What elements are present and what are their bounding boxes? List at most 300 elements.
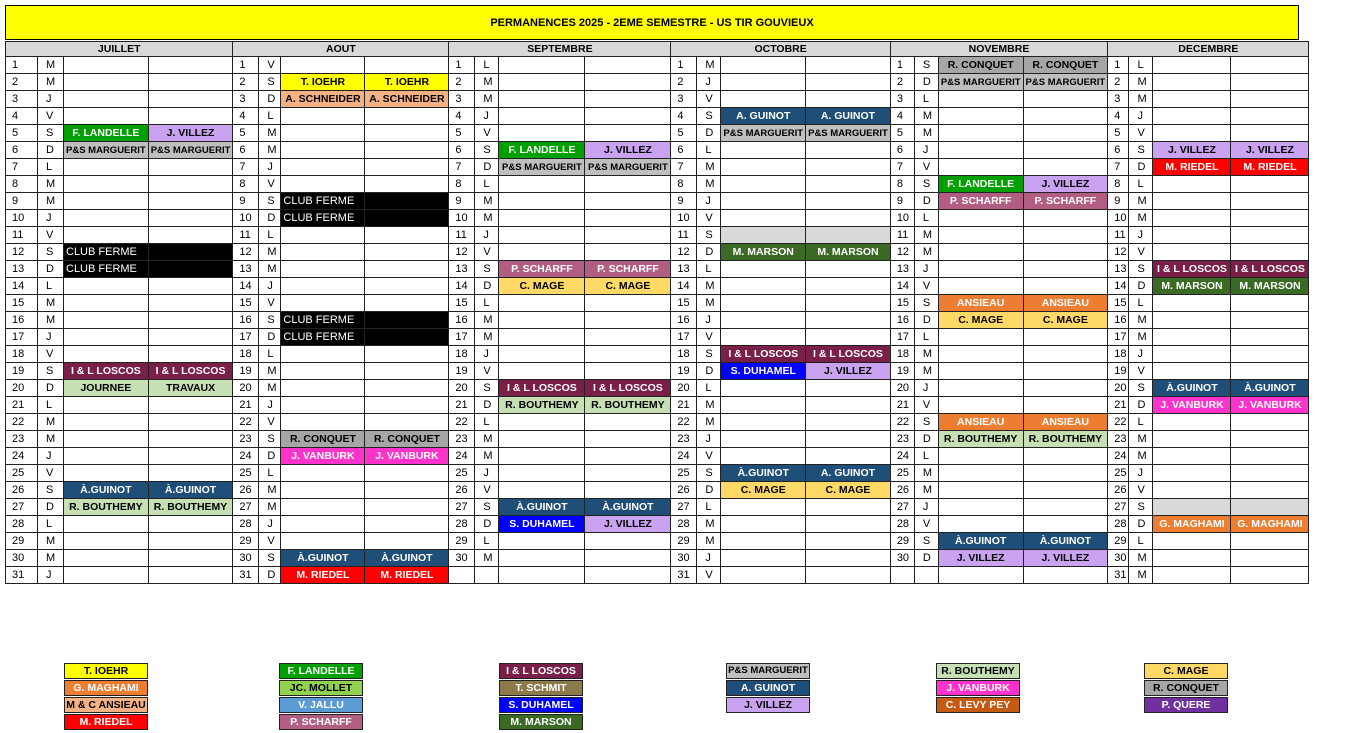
- duty-cell[interactable]: P&S MARGUERIT: [938, 74, 1023, 91]
- duty-cell[interactable]: [1153, 431, 1231, 448]
- duty-cell[interactable]: I & L LOSCOS: [1153, 261, 1231, 278]
- duty-cell[interactable]: [64, 397, 149, 414]
- duty-cell[interactable]: À.GUINOT: [1231, 380, 1309, 397]
- duty-cell[interactable]: [585, 431, 671, 448]
- duty-cell[interactable]: C. MAGE: [806, 482, 891, 499]
- duty-cell[interactable]: [499, 465, 585, 482]
- duty-cell[interactable]: [585, 227, 671, 244]
- duty-cell[interactable]: [1023, 210, 1108, 227]
- duty-cell[interactable]: [64, 91, 149, 108]
- duty-cell[interactable]: I & L LOSCOS: [585, 380, 671, 397]
- duty-cell[interactable]: [499, 244, 585, 261]
- duty-cell[interactable]: [281, 108, 365, 125]
- duty-cell[interactable]: À.GUINOT: [585, 499, 671, 516]
- duty-cell[interactable]: TRAVAUX: [148, 380, 233, 397]
- duty-cell[interactable]: [365, 499, 449, 516]
- duty-cell[interactable]: C. MAGE: [499, 278, 585, 295]
- duty-cell[interactable]: [64, 176, 149, 193]
- duty-cell[interactable]: [1231, 567, 1309, 584]
- duty-cell[interactable]: [1023, 142, 1108, 159]
- duty-cell[interactable]: [1023, 482, 1108, 499]
- duty-cell[interactable]: G. MAGHAMI: [1153, 516, 1231, 533]
- duty-cell[interactable]: [585, 193, 671, 210]
- duty-cell[interactable]: [806, 414, 891, 431]
- duty-cell[interactable]: M. MARSON: [721, 244, 806, 261]
- duty-cell[interactable]: [585, 448, 671, 465]
- duty-cell[interactable]: P&S MARGUERIT: [721, 125, 806, 142]
- duty-cell[interactable]: ANSIEAU: [938, 414, 1023, 431]
- duty-cell[interactable]: [64, 108, 149, 125]
- duty-cell[interactable]: [1231, 108, 1309, 125]
- duty-cell[interactable]: [64, 414, 149, 431]
- duty-cell[interactable]: [1231, 329, 1309, 346]
- duty-cell[interactable]: [499, 227, 585, 244]
- duty-cell[interactable]: À.GUINOT: [938, 533, 1023, 550]
- duty-cell[interactable]: [64, 516, 149, 533]
- duty-cell[interactable]: [806, 91, 891, 108]
- duty-cell[interactable]: A. SCHNEIDER: [281, 91, 365, 108]
- duty-cell[interactable]: [365, 57, 449, 74]
- duty-cell[interactable]: [148, 312, 233, 329]
- duty-cell[interactable]: [1231, 227, 1309, 244]
- duty-cell[interactable]: C. MAGE: [938, 312, 1023, 329]
- duty-cell[interactable]: À.GUINOT: [1023, 533, 1108, 550]
- duty-cell[interactable]: [1023, 516, 1108, 533]
- duty-cell[interactable]: [806, 142, 891, 159]
- duty-cell[interactable]: CLUB FERME: [281, 193, 365, 210]
- duty-cell[interactable]: [1231, 74, 1309, 91]
- duty-cell[interactable]: J. VILLEZ: [1023, 176, 1108, 193]
- duty-cell[interactable]: [721, 567, 806, 584]
- duty-cell[interactable]: [806, 193, 891, 210]
- duty-cell[interactable]: [499, 482, 585, 499]
- duty-cell[interactable]: [721, 261, 806, 278]
- duty-cell[interactable]: [499, 329, 585, 346]
- duty-cell[interactable]: [938, 125, 1023, 142]
- duty-cell[interactable]: [365, 465, 449, 482]
- duty-cell[interactable]: J. VILLEZ: [1153, 142, 1231, 159]
- duty-cell[interactable]: [1023, 278, 1108, 295]
- duty-cell[interactable]: [281, 295, 365, 312]
- duty-cell[interactable]: [1231, 448, 1309, 465]
- duty-cell[interactable]: [365, 244, 449, 261]
- duty-cell[interactable]: [721, 550, 806, 567]
- duty-cell[interactable]: ANSIEAU: [938, 295, 1023, 312]
- duty-cell[interactable]: [806, 278, 891, 295]
- duty-cell[interactable]: [365, 108, 449, 125]
- duty-cell[interactable]: [806, 312, 891, 329]
- duty-cell[interactable]: [365, 176, 449, 193]
- duty-cell[interactable]: [585, 533, 671, 550]
- duty-cell[interactable]: T. IOEHR: [281, 74, 365, 91]
- duty-cell[interactable]: [938, 346, 1023, 363]
- duty-cell[interactable]: [721, 414, 806, 431]
- duty-cell[interactable]: P&S MARGUERIT: [585, 159, 671, 176]
- duty-cell[interactable]: [148, 448, 233, 465]
- duty-cell[interactable]: [1153, 108, 1231, 125]
- duty-cell[interactable]: [281, 516, 365, 533]
- duty-cell[interactable]: [281, 57, 365, 74]
- duty-cell[interactable]: [938, 329, 1023, 346]
- duty-cell[interactable]: CLUB FERME: [281, 210, 365, 227]
- duty-cell[interactable]: [721, 329, 806, 346]
- duty-cell[interactable]: R. BOUTHEMY: [64, 499, 149, 516]
- duty-cell[interactable]: [1153, 193, 1231, 210]
- duty-cell[interactable]: [585, 363, 671, 380]
- duty-cell[interactable]: [148, 57, 233, 74]
- duty-cell[interactable]: [499, 550, 585, 567]
- duty-cell[interactable]: [806, 550, 891, 567]
- duty-cell[interactable]: [721, 159, 806, 176]
- duty-cell[interactable]: [148, 278, 233, 295]
- duty-cell[interactable]: C. MAGE: [585, 278, 671, 295]
- duty-cell[interactable]: [585, 482, 671, 499]
- duty-cell[interactable]: I & L LOSCOS: [499, 380, 585, 397]
- duty-cell[interactable]: [148, 210, 233, 227]
- duty-cell[interactable]: M. RIEDEL: [281, 567, 365, 584]
- duty-cell[interactable]: P. SCHARFF: [585, 261, 671, 278]
- duty-cell[interactable]: [1153, 346, 1231, 363]
- duty-cell[interactable]: [64, 550, 149, 567]
- duty-cell[interactable]: [281, 499, 365, 516]
- duty-cell[interactable]: M. MARSON: [1153, 278, 1231, 295]
- duty-cell[interactable]: I & L LOSCOS: [64, 363, 149, 380]
- duty-cell[interactable]: P&S MARGUERIT: [148, 142, 233, 159]
- duty-cell[interactable]: [938, 159, 1023, 176]
- duty-cell[interactable]: [1023, 125, 1108, 142]
- duty-cell[interactable]: [1231, 499, 1309, 516]
- duty-cell[interactable]: J. VILLEZ: [806, 363, 891, 380]
- duty-cell[interactable]: [64, 329, 149, 346]
- duty-cell[interactable]: M. RIEDEL: [1153, 159, 1231, 176]
- duty-cell[interactable]: [499, 210, 585, 227]
- duty-cell[interactable]: [148, 295, 233, 312]
- duty-cell[interactable]: [1153, 295, 1231, 312]
- duty-cell[interactable]: [1023, 380, 1108, 397]
- duty-cell[interactable]: F. LANDELLE: [499, 142, 585, 159]
- duty-cell[interactable]: M. RIEDEL: [1231, 159, 1309, 176]
- duty-cell[interactable]: [1023, 346, 1108, 363]
- duty-cell[interactable]: [499, 346, 585, 363]
- duty-cell[interactable]: F. LANDELLE: [938, 176, 1023, 193]
- duty-cell[interactable]: [585, 346, 671, 363]
- duty-cell[interactable]: A. GUINOT: [806, 465, 891, 482]
- duty-cell[interactable]: [1023, 499, 1108, 516]
- duty-cell[interactable]: [721, 533, 806, 550]
- duty-cell[interactable]: [365, 482, 449, 499]
- duty-cell[interactable]: [585, 329, 671, 346]
- duty-cell[interactable]: [1023, 227, 1108, 244]
- duty-cell[interactable]: [721, 278, 806, 295]
- duty-cell[interactable]: [721, 91, 806, 108]
- duty-cell[interactable]: [148, 329, 233, 346]
- duty-cell[interactable]: [585, 74, 671, 91]
- duty-cell[interactable]: [938, 261, 1023, 278]
- duty-cell[interactable]: [365, 414, 449, 431]
- duty-cell[interactable]: [1153, 91, 1231, 108]
- duty-cell[interactable]: [365, 193, 449, 210]
- duty-cell[interactable]: [938, 278, 1023, 295]
- duty-cell[interactable]: [499, 295, 585, 312]
- duty-cell[interactable]: [806, 397, 891, 414]
- duty-cell[interactable]: [806, 380, 891, 397]
- duty-cell[interactable]: [938, 499, 1023, 516]
- duty-cell[interactable]: S. DUHAMEL: [499, 516, 585, 533]
- duty-cell[interactable]: [806, 176, 891, 193]
- duty-cell[interactable]: C. MAGE: [721, 482, 806, 499]
- duty-cell[interactable]: [365, 533, 449, 550]
- duty-cell[interactable]: [806, 261, 891, 278]
- duty-cell[interactable]: [1231, 482, 1309, 499]
- duty-cell[interactable]: [1153, 244, 1231, 261]
- duty-cell[interactable]: [1023, 329, 1108, 346]
- duty-cell[interactable]: [721, 516, 806, 533]
- duty-cell[interactable]: [148, 533, 233, 550]
- duty-cell[interactable]: [585, 210, 671, 227]
- duty-cell[interactable]: P. SCHARFF: [1023, 193, 1108, 210]
- duty-cell[interactable]: R. CONQUET: [365, 431, 449, 448]
- duty-cell[interactable]: [281, 142, 365, 159]
- duty-cell[interactable]: CLUB FERME: [281, 312, 365, 329]
- duty-cell[interactable]: [1231, 210, 1309, 227]
- duty-cell[interactable]: [1153, 482, 1231, 499]
- duty-cell[interactable]: [1231, 414, 1309, 431]
- duty-cell[interactable]: [1023, 465, 1108, 482]
- duty-cell[interactable]: [806, 431, 891, 448]
- duty-cell[interactable]: [148, 431, 233, 448]
- duty-cell[interactable]: I & L LOSCOS: [806, 346, 891, 363]
- duty-cell[interactable]: [148, 193, 233, 210]
- duty-cell[interactable]: [585, 176, 671, 193]
- duty-cell[interactable]: [499, 363, 585, 380]
- duty-cell[interactable]: [585, 465, 671, 482]
- duty-cell[interactable]: [1231, 91, 1309, 108]
- duty-cell[interactable]: A. SCHNEIDER: [365, 91, 449, 108]
- duty-cell[interactable]: [1153, 499, 1231, 516]
- duty-cell[interactable]: [721, 431, 806, 448]
- duty-cell[interactable]: [365, 125, 449, 142]
- duty-cell[interactable]: [64, 533, 149, 550]
- duty-cell[interactable]: [938, 380, 1023, 397]
- duty-cell[interactable]: [499, 431, 585, 448]
- duty-cell[interactable]: [585, 125, 671, 142]
- duty-cell[interactable]: [806, 74, 891, 91]
- duty-cell[interactable]: [365, 295, 449, 312]
- duty-cell[interactable]: [499, 108, 585, 125]
- duty-cell[interactable]: [148, 550, 233, 567]
- duty-cell[interactable]: C. MAGE: [1023, 312, 1108, 329]
- duty-cell[interactable]: [1231, 57, 1309, 74]
- duty-cell[interactable]: A. GUINOT: [721, 108, 806, 125]
- duty-cell[interactable]: CLUB FERME: [281, 329, 365, 346]
- duty-cell[interactable]: CLUB FERME: [64, 261, 149, 278]
- duty-cell[interactable]: [938, 397, 1023, 414]
- duty-cell[interactable]: [721, 193, 806, 210]
- duty-cell[interactable]: [721, 74, 806, 91]
- duty-cell[interactable]: [806, 499, 891, 516]
- duty-cell[interactable]: À.GUINOT: [1153, 380, 1231, 397]
- duty-cell[interactable]: [499, 57, 585, 74]
- duty-cell[interactable]: [806, 533, 891, 550]
- duty-cell[interactable]: [281, 346, 365, 363]
- duty-cell[interactable]: [64, 465, 149, 482]
- duty-cell[interactable]: [1231, 363, 1309, 380]
- duty-cell[interactable]: [1231, 125, 1309, 142]
- duty-cell[interactable]: [721, 380, 806, 397]
- duty-cell[interactable]: [281, 533, 365, 550]
- duty-cell[interactable]: P&S MARGUERIT: [1023, 74, 1108, 91]
- duty-cell[interactable]: [721, 142, 806, 159]
- duty-cell[interactable]: [938, 244, 1023, 261]
- duty-cell[interactable]: [499, 448, 585, 465]
- duty-cell[interactable]: [365, 261, 449, 278]
- duty-cell[interactable]: [806, 295, 891, 312]
- duty-cell[interactable]: [64, 193, 149, 210]
- duty-cell[interactable]: [721, 176, 806, 193]
- duty-cell[interactable]: [721, 397, 806, 414]
- duty-cell[interactable]: R. BOUTHEMY: [938, 431, 1023, 448]
- duty-cell[interactable]: [1153, 312, 1231, 329]
- duty-cell[interactable]: [64, 312, 149, 329]
- duty-cell[interactable]: [281, 397, 365, 414]
- duty-cell[interactable]: À.GUINOT: [281, 550, 365, 567]
- duty-cell[interactable]: [148, 567, 233, 584]
- duty-cell[interactable]: S. DUHAMEL: [721, 363, 806, 380]
- duty-cell[interactable]: [281, 465, 365, 482]
- duty-cell[interactable]: [806, 329, 891, 346]
- duty-cell[interactable]: [281, 414, 365, 431]
- duty-cell[interactable]: [938, 227, 1023, 244]
- duty-cell[interactable]: [1231, 295, 1309, 312]
- duty-cell[interactable]: I & L LOSCOS: [721, 346, 806, 363]
- duty-cell[interactable]: J. VILLEZ: [938, 550, 1023, 567]
- duty-cell[interactable]: [585, 108, 671, 125]
- duty-cell[interactable]: [1153, 74, 1231, 91]
- duty-cell[interactable]: [1231, 533, 1309, 550]
- duty-cell[interactable]: R. BOUTHEMY: [1023, 431, 1108, 448]
- duty-cell[interactable]: [1153, 465, 1231, 482]
- duty-cell[interactable]: J. VILLEZ: [1023, 550, 1108, 567]
- duty-cell[interactable]: [938, 448, 1023, 465]
- duty-cell[interactable]: [938, 516, 1023, 533]
- duty-cell[interactable]: [281, 278, 365, 295]
- duty-cell[interactable]: [365, 278, 449, 295]
- duty-cell[interactable]: [1231, 431, 1309, 448]
- duty-cell[interactable]: J. VANBURK: [1153, 397, 1231, 414]
- duty-cell[interactable]: [585, 550, 671, 567]
- duty-cell[interactable]: [1153, 448, 1231, 465]
- duty-cell[interactable]: R. BOUTHEMY: [585, 397, 671, 414]
- duty-cell[interactable]: [1023, 244, 1108, 261]
- duty-cell[interactable]: [1153, 363, 1231, 380]
- duty-cell[interactable]: [1153, 533, 1231, 550]
- duty-cell[interactable]: J. VILLEZ: [585, 516, 671, 533]
- duty-cell[interactable]: [1153, 227, 1231, 244]
- duty-cell[interactable]: [148, 74, 233, 91]
- duty-cell[interactable]: [1153, 567, 1231, 584]
- duty-cell[interactable]: [365, 516, 449, 533]
- duty-cell[interactable]: [148, 397, 233, 414]
- duty-cell[interactable]: R. CONQUET: [1023, 57, 1108, 74]
- duty-cell[interactable]: [365, 142, 449, 159]
- duty-cell[interactable]: [499, 533, 585, 550]
- duty-cell[interactable]: [365, 363, 449, 380]
- duty-cell[interactable]: À.GUINOT: [499, 499, 585, 516]
- duty-cell[interactable]: [365, 312, 449, 329]
- duty-cell[interactable]: [1153, 550, 1231, 567]
- duty-cell[interactable]: [721, 227, 806, 244]
- duty-cell[interactable]: [585, 312, 671, 329]
- duty-cell[interactable]: [365, 346, 449, 363]
- duty-cell[interactable]: [281, 125, 365, 142]
- duty-cell[interactable]: [721, 295, 806, 312]
- duty-cell[interactable]: [281, 363, 365, 380]
- duty-cell[interactable]: [365, 159, 449, 176]
- duty-cell[interactable]: [1231, 465, 1309, 482]
- duty-cell[interactable]: [1153, 125, 1231, 142]
- duty-cell[interactable]: [806, 57, 891, 74]
- duty-cell[interactable]: [148, 261, 233, 278]
- duty-cell[interactable]: [281, 176, 365, 193]
- duty-cell[interactable]: J. VANBURK: [281, 448, 365, 465]
- duty-cell[interactable]: [806, 567, 891, 584]
- duty-cell[interactable]: [365, 329, 449, 346]
- duty-cell[interactable]: [938, 465, 1023, 482]
- duty-cell[interactable]: [64, 57, 149, 74]
- duty-cell[interactable]: G. MAGHAMI: [1231, 516, 1309, 533]
- duty-cell[interactable]: [1023, 261, 1108, 278]
- duty-cell[interactable]: [1231, 176, 1309, 193]
- duty-cell[interactable]: À.GUINOT: [365, 550, 449, 567]
- duty-cell[interactable]: [1023, 363, 1108, 380]
- duty-cell[interactable]: [499, 193, 585, 210]
- duty-cell[interactable]: [806, 210, 891, 227]
- duty-cell[interactable]: ANSIEAU: [1023, 295, 1108, 312]
- duty-cell[interactable]: [64, 278, 149, 295]
- duty-cell[interactable]: P&S MARGUERIT: [806, 125, 891, 142]
- duty-cell[interactable]: [365, 210, 449, 227]
- duty-cell[interactable]: J. VANBURK: [1231, 397, 1309, 414]
- duty-cell[interactable]: ANSIEAU: [1023, 414, 1108, 431]
- duty-cell[interactable]: [585, 91, 671, 108]
- duty-cell[interactable]: [1231, 346, 1309, 363]
- duty-cell[interactable]: [938, 108, 1023, 125]
- duty-cell[interactable]: [64, 346, 149, 363]
- duty-cell[interactable]: [281, 380, 365, 397]
- duty-cell[interactable]: [1153, 414, 1231, 431]
- duty-cell[interactable]: [806, 227, 891, 244]
- duty-cell[interactable]: [721, 448, 806, 465]
- duty-cell[interactable]: [281, 159, 365, 176]
- duty-cell[interactable]: [499, 176, 585, 193]
- duty-cell[interactable]: JOURNEE: [64, 380, 149, 397]
- duty-cell[interactable]: [721, 57, 806, 74]
- duty-cell[interactable]: [281, 227, 365, 244]
- duty-cell[interactable]: [148, 159, 233, 176]
- duty-cell[interactable]: [806, 448, 891, 465]
- duty-cell[interactable]: [1023, 397, 1108, 414]
- duty-cell[interactable]: [148, 346, 233, 363]
- duty-cell[interactable]: R. CONQUET: [938, 57, 1023, 74]
- duty-cell[interactable]: [499, 312, 585, 329]
- duty-cell[interactable]: I & L LOSCOS: [1231, 261, 1309, 278]
- duty-cell[interactable]: [148, 176, 233, 193]
- duty-cell[interactable]: [1231, 550, 1309, 567]
- duty-cell[interactable]: [585, 295, 671, 312]
- duty-cell[interactable]: [499, 125, 585, 142]
- duty-cell[interactable]: [585, 414, 671, 431]
- duty-cell[interactable]: P. SCHARFF: [499, 261, 585, 278]
